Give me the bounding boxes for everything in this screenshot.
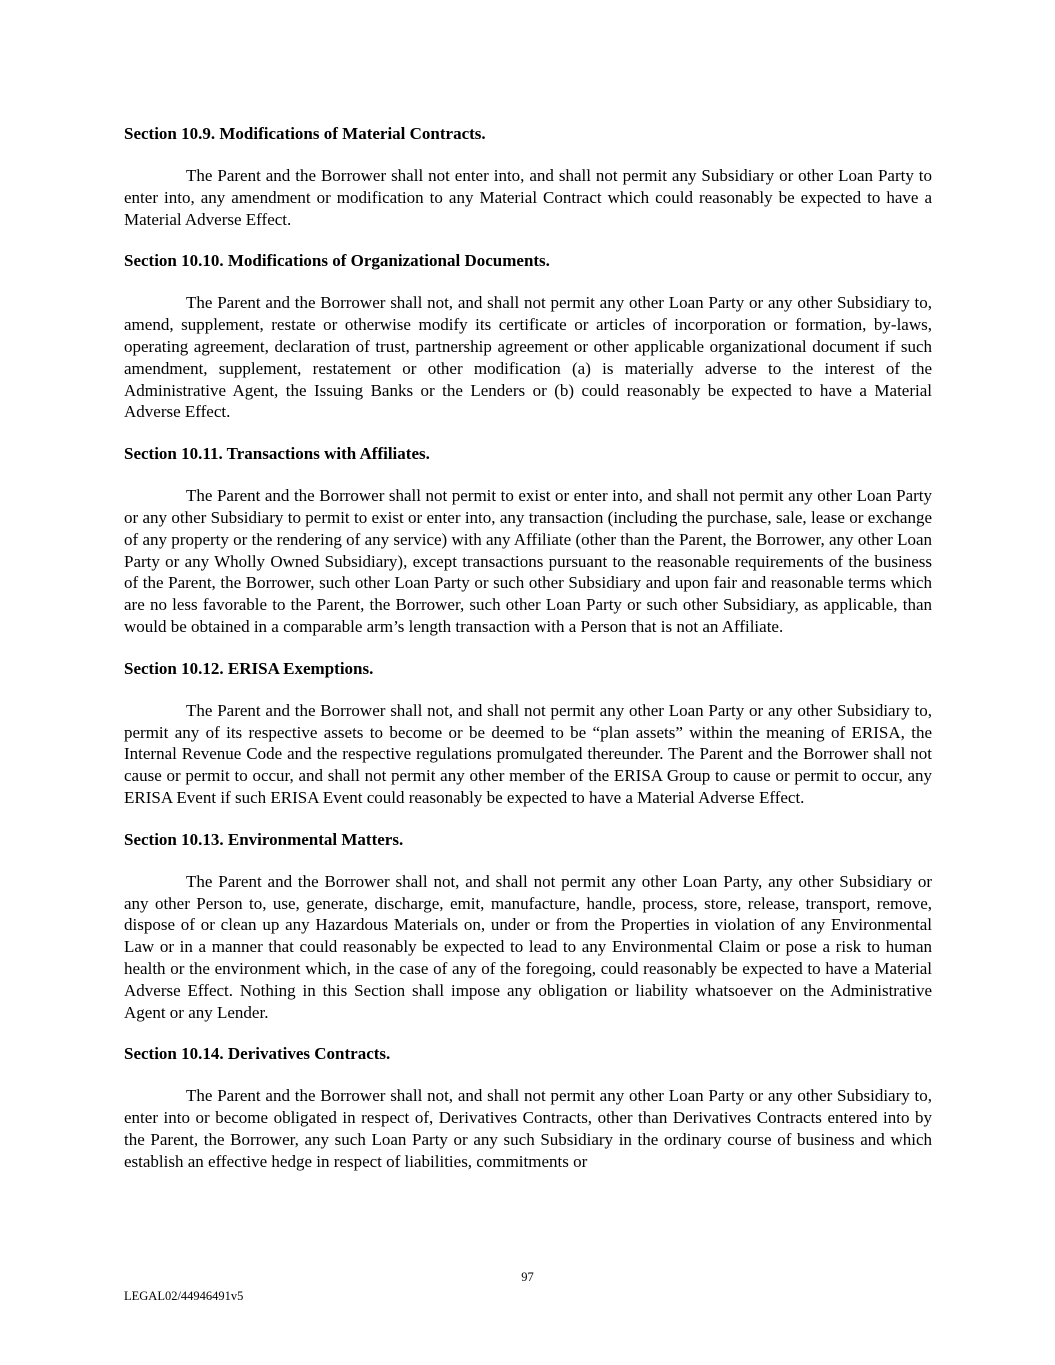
section-10-9: [124, 123, 932, 230]
section-heading: Section 10.14. Derivatives Contracts.: [124, 1044, 391, 1064]
section-10-11: [124, 443, 932, 638]
document-body: [124, 123, 932, 1193]
section-heading: Section 10.10. Modifications of Organizational Documents.: [124, 251, 550, 271]
section-paragraph: The Parent and the Borrower shall not, and shall not permit any other Loan Party or any other Subsidiary to, enter into or become obligated in respect of, Derivatives Contracts, other than Derivatives Contracts entered into by the Parent, the Borrower, any such Loan Party or any such Subsidiary in the ordinary course of business and which establish an effective hedge in respect of liabilities, commitments or: [124, 1086, 932, 1171]
section-paragraph: The Parent and the Borrower shall not, and shall not permit any other Loan Party or any other Subsidiary to, amend, supplement, restate or otherwise modify its certificate or articles of incorporation or formation, by-laws, operating agreement, declaration of trust, partnership agreement or other applicable organizational document if such amendment, supplement, restatement or other modification (a) is materially adverse to the interest of the Administrative Agent, the Issuing Banks or the Lenders or (b) could reasonably be expected to have a Material Adverse Effect.: [124, 293, 932, 422]
section-10-10: [124, 250, 932, 423]
section-paragraph: The Parent and the Borrower shall not, and shall not permit any other Loan Party or any other Subsidiary to, permit any of its respective assets to become or be deemed to be “plan assets” within the meaning of ERISA, the Internal Revenue Code and the respective regulations promulgated thereunder. The Parent and the Borrower shall not cause or permit to occur, and shall not permit any other member of the ERISA Group to cause or permit to occur, any ERISA Event if such ERISA Event could reasonably be expected to have a Material Adverse Effect.: [124, 700, 932, 807]
section-heading: Section 10.12. ERISA Exemptions.: [124, 658, 374, 678]
section-paragraph: The Parent and the Borrower shall not enter into, and shall not permit any Subsidiary or other Loan Party to enter into, any amendment or modification to any Material Contract which could reasonably be expected to have a Material Adverse Effect.: [124, 166, 932, 229]
section-10-14: [124, 1043, 932, 1172]
section-heading: Section 10.9. Modifications of Material Contracts.: [124, 124, 486, 143]
section-heading: Section 10.13. Environmental Matters.: [124, 829, 404, 849]
section-paragraph: The Parent and the Borrower shall not permit to exist or enter into, and shall not permit any other Loan Party or any other Subsidiary to permit to exist or enter into, any transaction (including the purchase, sale, lease or exchange of any property or the rendering of any service) with any Affiliate (other than the Parent, the Borrower, any other Loan Party or any Wholly Owned Subsidiary), except transactions pursuant to the reasonable requirements of the business of the Parent, the Borrower, such other Loan Party or such other Subsidiary and upon fair and reasonable terms which are no less favorable to the Parent, the Borrower, such other Loan Party or such other Subsidiary, as applicable, than would be obtained in a comparable arm’s length transaction with a Person that is not an Affiliate.: [124, 486, 932, 636]
section-heading: Section 10.11. Transactions with Affiliates.: [124, 444, 430, 464]
section-10-12: [124, 658, 932, 809]
section-paragraph: The Parent and the Borrower shall not, and shall not permit any other Loan Party, any other Subsidiary or any other Person to, use, generate, discharge, emit, manufacture, handle, process, store, release, transport, remove, dispose of or clean up any Hazardous Materials on, under or from the Properties in violation of any Environmental Law or in a manner that could reasonably be expected to lead to any Environmental Claim or pose a risk to human health or the environment which, in the case of any of the foregoing, could reasonably be expected to have a Material Adverse Effect. Nothing in this Section shall impose any obligation or liability whatsoever on the Administrative Agent or any Lender.: [124, 871, 932, 1022]
section-10-13: [124, 829, 932, 1024]
page-number: 97: [521, 1270, 534, 1284]
document-id: LEGAL02/44946491v5: [124, 1289, 244, 1303]
